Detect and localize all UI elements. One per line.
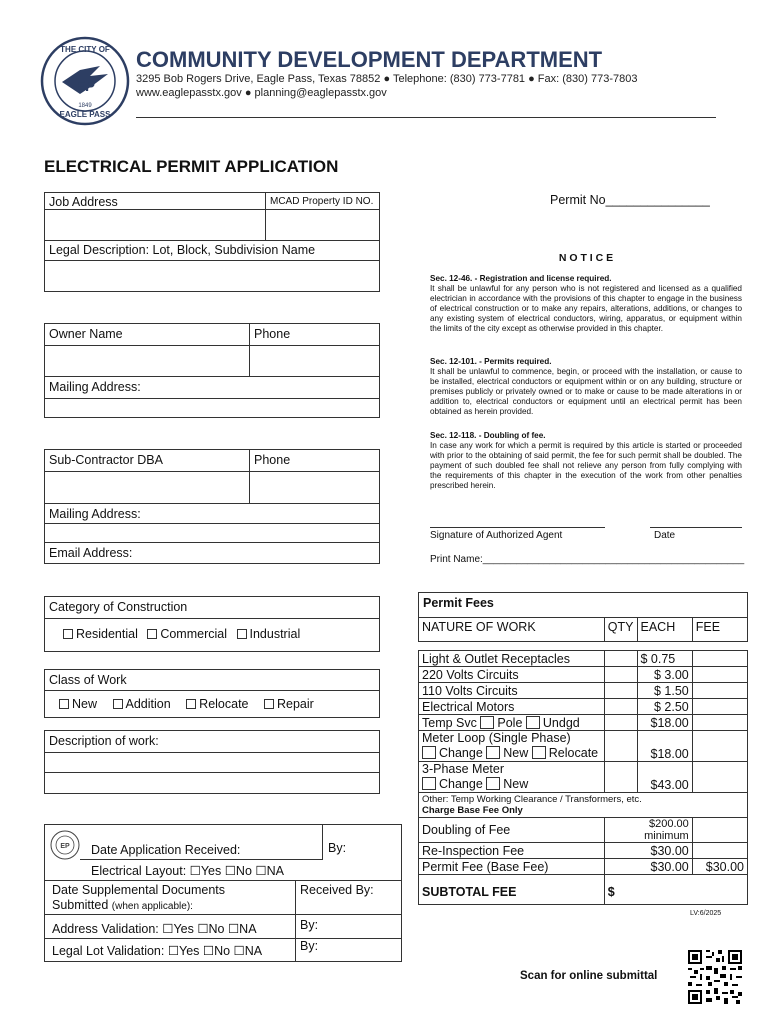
notice-section-1: [430, 274, 742, 334]
notice-section-1-body: It shall be unlawful for any person who is not registered and licensed as a qualified electrician in accordance with the provisions of this chapter to engage in the business of electrical construction or to make any repairs, alterations, additions, or changes to any existing system of electrical conductors, wiring, apparatus, or equipment within the limits of the city except as otherwise provided in this chapter.: [430, 284, 742, 333]
repair-option[interactable]: Repair: [264, 697, 314, 711]
fee-row-name: Re-Inspection Fee: [419, 843, 605, 859]
fee-row-fee[interactable]: [692, 667, 747, 683]
owner-name-label: Owner Name: [44, 323, 250, 346]
addition-option[interactable]: Addition: [113, 697, 171, 711]
svg-text:THE CITY OF: THE CITY OF: [60, 45, 110, 54]
three-change-checkbox[interactable]: [422, 777, 436, 790]
fee-row-110: [419, 683, 748, 699]
col-each: EACH: [637, 618, 692, 642]
fee-row-each: $18.00: [637, 715, 692, 731]
subcontractor-dba-field[interactable]: [44, 471, 250, 504]
fee-row-each: $ 0.75: [637, 651, 692, 667]
fee-row-name: 220 Volts Circuits: [419, 667, 605, 683]
fee-row-qty[interactable]: [604, 699, 637, 715]
form-title: ELECTRICAL PERMIT APPLICATION: [44, 157, 339, 176]
legal-lot-validation: Legal Lot Validation: ☐Yes ☐No ☐NA: [52, 944, 263, 958]
date-supplemental-line-1: Date Supplemental Documents: [52, 883, 226, 897]
date-line[interactable]: [650, 527, 742, 528]
meter-change-checkbox[interactable]: [422, 746, 436, 759]
notice-heading: N O T I C E: [558, 252, 614, 264]
office-divider-1: [322, 824, 323, 860]
office-by-label-2: By:: [300, 918, 319, 932]
fee-row-each: $43.00: [637, 762, 692, 793]
header-rule: [136, 117, 716, 118]
meter-relocate-checkbox[interactable]: [532, 746, 546, 759]
permit-fees-title: Permit Fees: [418, 592, 748, 618]
category-options: [44, 618, 380, 652]
relocate-checkbox[interactable]: [186, 699, 196, 709]
class-of-work-options: [44, 690, 380, 718]
fee-row-name: 3-Phase Meter Change New: [419, 762, 605, 793]
office-by-label-3: By:: [300, 939, 319, 953]
description-line-2[interactable]: [44, 772, 380, 794]
industrial-option[interactable]: Industrial: [237, 627, 301, 641]
subcontractor-phone-field[interactable]: [249, 471, 380, 504]
fee-row-fee[interactable]: [692, 699, 747, 715]
fee-row-name: Doubling of Fee: [419, 818, 605, 843]
new-option[interactable]: New: [59, 697, 97, 711]
permit-number: Permit No_______________: [550, 193, 710, 207]
three-new-checkbox[interactable]: [486, 777, 500, 790]
electrical-layout: Electrical Layout: ☐Yes ☐No ☐NA: [91, 864, 284, 878]
owner-name-field[interactable]: [44, 345, 250, 377]
owner-mailing-field[interactable]: [44, 398, 380, 418]
fee-row-three-phase: [419, 762, 748, 793]
fee-row-fee[interactable]: [692, 651, 747, 667]
department-title: COMMUNITY DEVELOPMENT DEPARTMENT: [136, 47, 603, 72]
undgd-checkbox[interactable]: [526, 716, 540, 729]
notice-section-3-title: Sec. 12-118. - Doubling of fee.: [430, 431, 546, 440]
office-hline-1: [80, 859, 322, 860]
addition-checkbox[interactable]: [113, 699, 123, 709]
fee-row-other: [419, 793, 748, 818]
fee-row-name: Meter Loop (Single Phase) Change New Relocate: [419, 731, 605, 762]
fee-row-each: $ 3.00: [637, 667, 692, 683]
col-fee: FEE: [692, 618, 747, 642]
fee-row-meter-loop: [419, 731, 748, 762]
fee-row-each: $30.00: [604, 859, 692, 875]
signature-line[interactable]: [430, 527, 605, 528]
legal-description-field[interactable]: [44, 260, 380, 292]
new-checkbox[interactable]: [59, 699, 69, 709]
fee-row-each: $30.00: [604, 843, 692, 859]
notice-section-3-body: In case any work for which a permit is required by this article is started or proceeded with prior to the obtaining of said permit, the fee for such permit shall be doubled. The payment of such doubled fee shall not relieve any person from fully complying with the requirements of this chapter in the execution of the work from other penalties prescribed herein.: [430, 441, 742, 490]
subtotal-label: SUBTOTAL FEE: [419, 875, 605, 905]
description-label: Description of work:: [44, 730, 380, 753]
legal-description-label: Legal Description: Lot, Block, Subdivision Name: [44, 240, 380, 261]
col-qty: QTY: [604, 618, 637, 642]
received-by-label: Received By:: [300, 883, 374, 897]
fee-row-qty[interactable]: [604, 731, 637, 762]
date-supplemental-line-2: Submitted (when applicable):: [52, 898, 193, 912]
fee-header-row: [419, 618, 748, 642]
pole-checkbox[interactable]: [480, 716, 494, 729]
owner-phone-field[interactable]: [249, 345, 380, 377]
svg-text:EAGLE PASS: EAGLE PASS: [59, 110, 111, 119]
commercial-option[interactable]: Commercial: [147, 627, 227, 641]
class-of-work-label: Class of Work: [44, 669, 380, 691]
department-web: www.eaglepasstx.gov ● planning@eaglepasstx.gov: [136, 87, 387, 99]
subcontractor-mailing-field[interactable]: [44, 523, 380, 543]
office-seal-icon: [50, 830, 80, 860]
fee-row-motors: [419, 699, 748, 715]
fee-row-light: [419, 651, 748, 667]
department-address: 3295 Bob Rogers Drive, Eagle Pass, Texas 78852 ● Telephone: (830) 773-7781 ● Fax: (830) 773-7803: [136, 73, 638, 85]
fee-row-subtotal: [419, 875, 748, 905]
date-received-label: Date Application Received:: [91, 843, 241, 857]
office-hline-2: [44, 880, 402, 881]
office-divider-2: [295, 880, 296, 962]
office-hline-3: [44, 914, 402, 915]
notice-section-3: [430, 431, 742, 491]
print-name: Print Name:_______________________________________________: [430, 554, 745, 565]
commercial-checkbox[interactable]: [147, 629, 157, 639]
fee-row-doubling: [419, 818, 748, 843]
office-by-label-1: By:: [328, 841, 347, 855]
date-supplemental-label: [52, 883, 225, 914]
fee-row-each: $18.00: [637, 731, 692, 762]
fee-row-fee[interactable]: [692, 818, 747, 843]
subcontractor-mailing-label: Mailing Address:: [44, 503, 380, 524]
fee-row-fee[interactable]: [692, 715, 747, 731]
subcontractor-phone-label: Phone: [249, 449, 380, 472]
office-hline-4: [44, 938, 402, 939]
relocate-option[interactable]: Relocate: [186, 697, 248, 711]
permit-fees-table: [418, 617, 748, 905]
description-line-1[interactable]: [44, 752, 380, 773]
fee-row-name: Temp Svc Pole Undgd: [419, 715, 605, 731]
fee-row-fee[interactable]: [692, 683, 747, 699]
date-label: Date: [654, 530, 676, 541]
fee-row-qty[interactable]: [604, 683, 637, 699]
address-validation: Address Validation: ☐Yes ☐No ☐NA: [52, 922, 257, 936]
subcontractor-email-label: Email Address:: [44, 542, 380, 564]
svg-text:EP: EP: [74, 78, 96, 95]
owner-phone-label: Phone: [249, 323, 380, 346]
fee-row-name: 110 Volts Circuits: [419, 683, 605, 699]
owner-mailing-label: Mailing Address:: [44, 376, 380, 399]
fee-row-name: Electrical Motors: [419, 699, 605, 715]
fee-row-qty[interactable]: [604, 762, 637, 793]
fee-row-other-text: Other: Temp Working Clearance / Transformers, etc. Charge Base Fee Only: [419, 793, 748, 818]
fee-row-fee: $30.00: [692, 859, 747, 875]
city-seal: [40, 36, 130, 126]
fee-row-each: $200.00 minimum: [604, 818, 692, 843]
meter-new-checkbox[interactable]: [486, 746, 500, 759]
scan-label: Scan for online submittal: [520, 970, 658, 982]
mcad-label: MCAD Property ID NO.: [265, 192, 380, 210]
notice-section-2-title: Sec. 12-101. - Permits required.: [430, 357, 552, 366]
svg-text:EP: EP: [60, 843, 70, 850]
mcad-field[interactable]: [265, 209, 380, 241]
col-nature: NATURE OF WORK: [419, 618, 605, 642]
residential-checkbox[interactable]: [63, 629, 73, 639]
industrial-checkbox[interactable]: [237, 629, 247, 639]
fee-row-fee[interactable]: [692, 731, 747, 762]
job-address-label: Job Address: [44, 192, 266, 210]
fee-row-name: Permit Fee (Base Fee): [419, 859, 605, 875]
qr-code-icon[interactable]: [688, 950, 742, 1004]
fee-row-qty[interactable]: [604, 667, 637, 683]
fee-spacer-row: [419, 642, 748, 651]
fee-row-220: [419, 667, 748, 683]
notice-section-2: [430, 357, 742, 417]
signature-label: Signature of Authorized Agent: [430, 530, 563, 541]
category-label: Category of Construction: [44, 596, 380, 619]
subcontractor-dba-label: Sub-Contractor DBA: [44, 449, 250, 472]
fee-row-reinspection: [419, 843, 748, 859]
fee-row-permit-base: [419, 859, 748, 875]
notice-section-2-body: It shall be unlawful to commence, begin, or proceed with the installation, or cause to be installed, electrical conductors or equipment within or on any building, structure or premises publicly or privately owned or to make or cause to be made alterations in or addition to, electrical conductors or equipment until an electrical permit has been obtained as herein provided.: [430, 367, 742, 416]
residential-option[interactable]: Residential: [63, 627, 138, 641]
fee-row-qty[interactable]: [604, 651, 637, 667]
fee-row-fee[interactable]: [692, 762, 747, 793]
fee-row-temp-svc: [419, 715, 748, 731]
notice-section-1-title: Sec. 12-46. - Registration and license required.: [430, 274, 612, 283]
fee-row-qty[interactable]: [604, 715, 637, 731]
repair-checkbox[interactable]: [264, 699, 274, 709]
fee-row-fee[interactable]: [692, 843, 747, 859]
revision-label: LV:6/2025: [690, 910, 722, 917]
svg-text:1849: 1849: [78, 103, 92, 109]
fee-row-each: $ 1.50: [637, 683, 692, 699]
fee-row-each: $ 2.50: [637, 699, 692, 715]
job-address-field[interactable]: [44, 209, 266, 241]
subtotal-value[interactable]: $: [604, 875, 747, 905]
fee-row-name: Light & Outlet Receptacles: [419, 651, 605, 667]
